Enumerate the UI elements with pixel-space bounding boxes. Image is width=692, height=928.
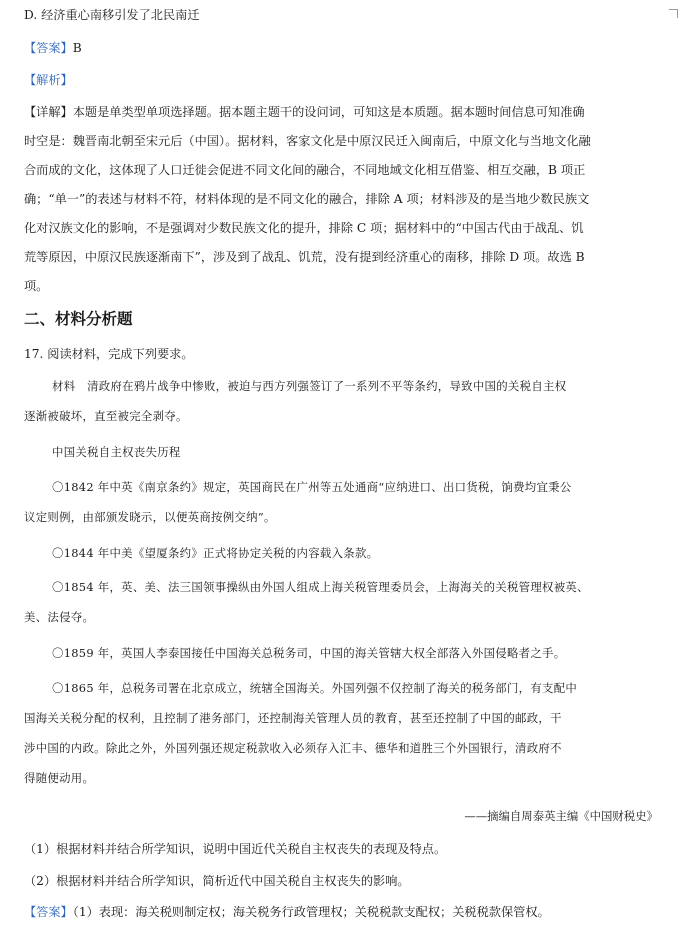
answer-17-line [24, 904, 666, 920]
answer-tag: 【答案】 [24, 41, 73, 55]
analysis-tag: 【解析】 [24, 73, 73, 87]
detail-line: 化对汉族文化的影响，不是强调对少数民族文化的提升，排除 C 项；据材料中的“中国古代由于战乱、饥 [24, 221, 584, 235]
answer-17-text: （1）表现：海关税则制定权；海关税务行政管理权；关税税款支配权；关税税款保管权。 [72, 905, 550, 919]
question-17-1: （1）根据材料并结合所学知识，说明中国近代关税自主权丧失的表现及特点。 [24, 842, 447, 856]
question-17-prompt: 17. 阅读材料，完成下列要求。 [24, 347, 194, 361]
section-title: 二、材料分析题 [24, 310, 133, 328]
timeline-entry-1854-cont: 美、法侵夺。 [24, 610, 95, 624]
timeline-entry-1859: 〇1859 年，英国人李泰国接任中国海关总税务司，中国的海关管辖大权全部落入外国侵略者之手。 [52, 646, 566, 660]
answer-line [24, 40, 666, 56]
detail-line: 【详解】本题是单类型单项选择题。据本题主题干的设问词，可知这是本质题。据本题时间信息可知准确 [24, 105, 585, 119]
timeline-subheading: 中国关税自主权丧失历程 [52, 445, 181, 459]
timeline-entry-1865-cont: 涉中国的内政。除此之外，外国列强还规定税款收入必须存入汇丰、德华和道胜三个外国银行，清政府不 [24, 741, 562, 755]
timeline-entry-1865-cont: 得随便动用。 [24, 771, 95, 785]
timeline-entry-1865-cont: 国海关关税分配的权利，且控制了港务部门，还控制海关管理人员的教育，甚至还控制了中国的邮政，干 [24, 711, 562, 725]
timeline-entry-1842-cont: 议定则例，由部颁发晓示，以便英商按例交纳”。 [24, 510, 276, 524]
detail-line: 合而成的文化，这体现了人口迁徙会促进不同文化间的融合，不同地域文化相互借鉴、相互交融，B 项正 [24, 163, 586, 177]
source-citation: ——摘编自周泰英主编《中国财税史》 [464, 809, 658, 823]
option-d: D. 经济重心南移引发了北民南迁 [24, 8, 200, 22]
answer-17-tag: 【答案】 [24, 905, 73, 919]
detail-line: 时空是：魏晋南北朝至宋元后（中国）。据材料，客家文化是中原汉民迁入闽南后，中原文化与当地文化融 [24, 134, 591, 148]
corner-crop-mark [669, 9, 678, 18]
material-line: 逐渐被破坏，直至被完全剥夺。 [24, 409, 188, 423]
answer-value: B [72, 41, 82, 55]
timeline-entry-1844: 〇1844 年中美《望厦条约》正式将协定关税的内容载入条款。 [52, 546, 379, 560]
detail-line: 荒等原因，中原汉民族逐渐南下”，涉及到了战乱、饥荒，没有提到经济重心的南移，排除 D 项。故选 B [24, 250, 585, 264]
detail-line: 确；“单一”的表述与材料不符，材料体现的是不同文化的融合，排除 A 项；材料涉及的是当地少数民族文 [24, 192, 590, 206]
question-17-2: （2）根据材料并结合所学知识，简析近代中国关税自主权丧失的影响。 [24, 874, 410, 888]
material-line: 材料 清政府在鸦片战争中惨败，被迫与西方列强签订了一系列不平等条约，导致中国的关税自主权 [52, 379, 567, 393]
timeline-entry-1854: 〇1854 年，英、美、法三国领事操纵由外国人组成上海关税管理委员会，上海海关的关税管理权被英、 [52, 580, 589, 594]
timeline-entry-1842: 〇1842 年中英《南京条约》规定，英国商民在广州等五处通商“应纳进口、出口货税，饷费均宜秉公 [52, 480, 572, 494]
detail-line: 项。 [24, 279, 49, 293]
timeline-entry-1865: 〇1865 年，总税务司署在北京成立，统辖全国海关。外国列强不仅控制了海关的税务部门，有支配中 [52, 681, 578, 695]
